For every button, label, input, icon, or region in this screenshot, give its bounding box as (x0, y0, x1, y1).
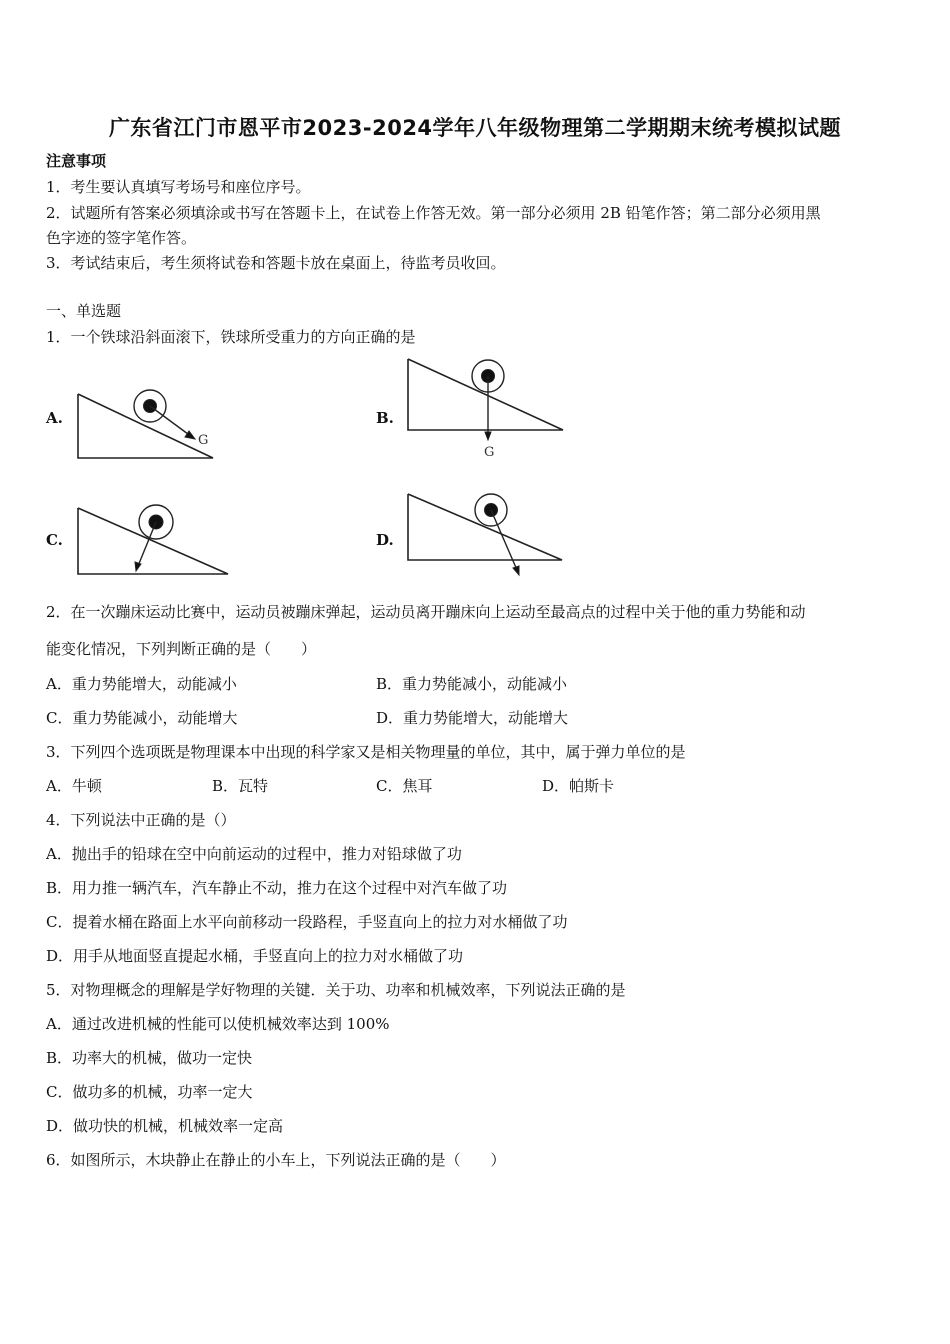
section-heading: 一、单选题 (46, 302, 122, 320)
q3-option-a: A．牛顿 (46, 777, 102, 795)
question-2-stem-cont: 能变化情况，下列判断正确的是（ ） (46, 640, 317, 658)
gravity-arrow (150, 406, 192, 437)
page-title: 广东省江门市恩平市2023-2024学年八年级物理第二学期期末统考模拟试题 (108, 116, 842, 140)
q1-option-a-figure (70, 380, 230, 470)
force-label-g: G (484, 445, 495, 460)
q5-option-d: D．做功快的机械，机械效率一定高 (46, 1117, 284, 1135)
arrow-head (135, 562, 141, 571)
arrow-head (485, 432, 491, 440)
q4-option-b: B．用力推一辆汽车，汽车静止不动，推力在这个过程中对汽车做了功 (46, 879, 508, 897)
q3-option-d: D．帕斯卡 (542, 777, 615, 795)
q5-option-c: C．做功多的机械，功率一定大 (46, 1083, 253, 1101)
q1-option-d-label: D. (376, 531, 394, 549)
force-label-g: G (198, 433, 209, 448)
q4-option-d: D．用手从地面竖直提起水桶，手竖直向上的拉力对水桶做了功 (46, 947, 464, 965)
q2-option-b: B．重力势能减小，动能减小 (376, 675, 568, 693)
q2-option-c: C．重力势能减小，动能增大 (46, 709, 238, 727)
q5-option-b: B．功率大的机械，做功一定快 (46, 1049, 253, 1067)
notice-item: 1．考生要认真填写考场号和座位序号。 (46, 178, 311, 196)
q1-option-a-label: A. (46, 409, 63, 427)
question-2-stem: 2．在一次蹦床运动比赛中，运动员被蹦床弹起，运动员离开蹦床向上运动至最高点的过程中关于他的重力势能和动 (46, 603, 806, 621)
q4-option-a: A．抛出手的铅球在空中向前运动的过程中，推力对铅球做了功 (46, 845, 462, 863)
q3-option-c: C．焦耳 (376, 777, 433, 795)
q2-option-d: D．重力势能增大，动能增大 (376, 709, 569, 727)
notice-heading: 注意事项 (46, 152, 107, 170)
notice-item: 色字迹的签字笔作答。 (46, 229, 197, 247)
question-4-stem: 4．下列说法中正确的是（） (46, 811, 236, 829)
q1-option-c-label: C. (46, 531, 63, 549)
notice-item: 3．考试结束后，考生须将试卷和答题卡放在桌面上，待监考员收回。 (46, 254, 506, 272)
question-3-stem: 3．下列四个选项既是物理课本中出现的科学家又是相关物理量的单位，其中，属于弹力单位的是 (46, 743, 686, 761)
q4-option-c: C．提着水桶在路面上水平向前移动一段路程，手竖直向上的拉力对水桶做了功 (46, 913, 568, 931)
q1-option-b-label: B. (376, 409, 394, 427)
question-5-stem: 5．对物理概念的理解是学好物理的关键．关于功、功率和机械效率，下列说法正确的是 (46, 981, 626, 999)
q2-option-a: A．重力势能增大，动能减小 (46, 675, 237, 693)
q1-option-b-figure (400, 355, 570, 465)
q1-option-d-figure (400, 488, 570, 578)
q5-option-a: A．通过改进机械的性能可以使机械效率达到 100% (46, 1015, 390, 1033)
question-6-stem: 6．如图所示，木块静止在静止的小车上，下列说法正确的是（ ） (46, 1151, 506, 1169)
notice-item: 2．试题所有答案必须填涂或书写在答题卡上，在试卷上作答无效。第一部分必须用 2B 铅笔作答；第二部分必须用黑 (46, 204, 821, 222)
q1-option-c-figure (70, 500, 240, 585)
question-1-stem: 1．一个铁球沿斜面滚下，铁球所受重力的方向正确的是 (46, 328, 416, 346)
arrow-head (513, 566, 519, 575)
q3-option-b: B．瓦特 (212, 777, 269, 795)
